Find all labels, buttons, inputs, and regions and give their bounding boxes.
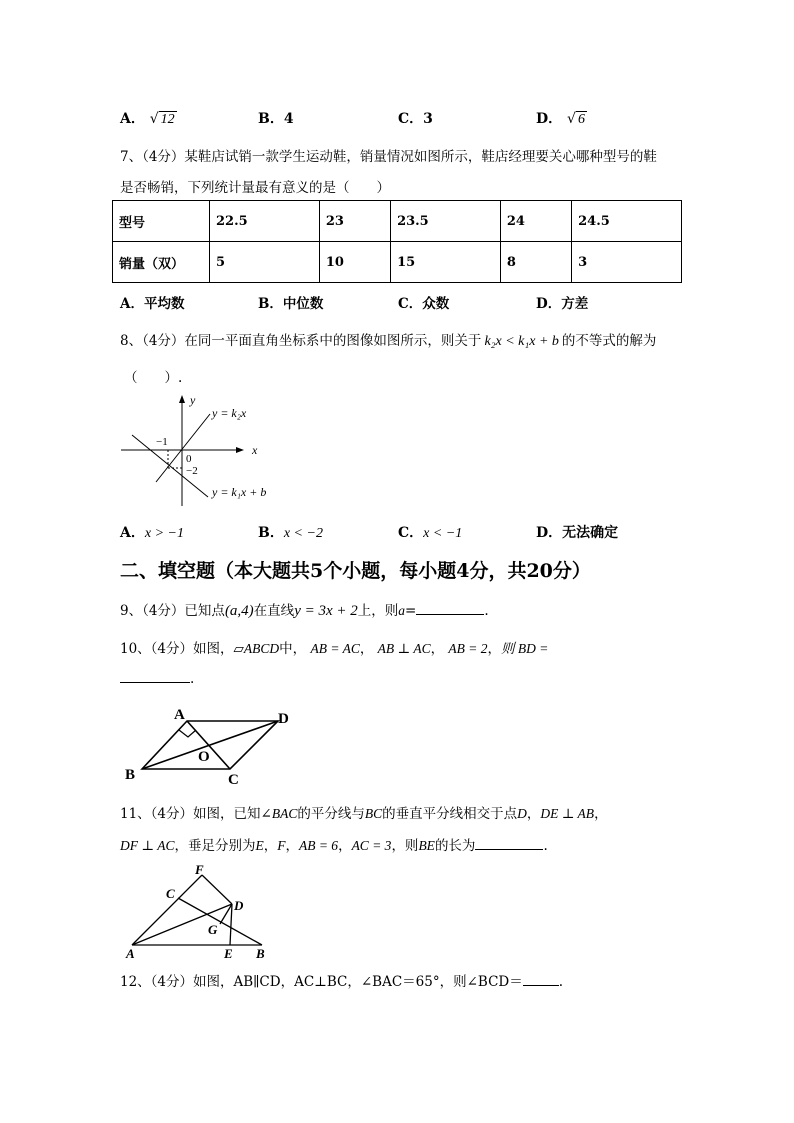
q10-cond3: AB = 2 bbox=[448, 641, 488, 656]
option-value: 3 bbox=[423, 111, 433, 127]
q10-shape: ▱ABCD bbox=[233, 641, 280, 656]
table-cell: 15 bbox=[391, 242, 501, 283]
q8-option-b bbox=[258, 522, 323, 542]
q11-stem-line2: DF ⊥ AC，垂足分别为E，F，AB = 6，AC = 3，则BE的长为 . bbox=[120, 834, 548, 854]
q7-option-b: B．中位数 bbox=[258, 296, 324, 312]
q8-prefix: 8、（4分）在同一平面直角坐标系中的图像如图所示，则关于 bbox=[120, 333, 482, 349]
answer-blank[interactable] bbox=[523, 971, 559, 986]
option-letter: A． bbox=[120, 111, 145, 127]
q11-angle: ∠BAC bbox=[260, 806, 298, 821]
q9-prefix: 9、（4分）已知点 bbox=[120, 603, 225, 619]
q6-option-a: A． √ 12 bbox=[120, 111, 175, 127]
option-letter: D． bbox=[536, 111, 563, 127]
option-value: 4 bbox=[283, 111, 294, 127]
table-cell: 22.5 bbox=[210, 201, 320, 242]
q9-mid: 在直线 bbox=[253, 603, 295, 619]
q11-e: E bbox=[255, 838, 264, 853]
point-c-label: C bbox=[166, 886, 175, 901]
q9-var: a bbox=[398, 603, 405, 618]
y-axis-arrow-icon bbox=[179, 395, 185, 403]
table-cell: 24 bbox=[500, 201, 571, 242]
x-axis-arrow-icon bbox=[236, 447, 244, 453]
q8-inequality: k₂x < k₁x + b bbox=[484, 334, 559, 349]
point-e-label: E bbox=[224, 946, 233, 961]
table-cell: 8 bbox=[500, 242, 571, 283]
tick-label-x: −1 bbox=[156, 436, 168, 448]
option-expr: x < −2 bbox=[283, 526, 323, 541]
table-cell: 23 bbox=[319, 201, 390, 242]
q9-line: y = 3x + 2 bbox=[294, 603, 358, 619]
sales-table bbox=[112, 200, 682, 283]
option-letter: C． bbox=[398, 111, 424, 127]
vertex-d-label: D bbox=[278, 711, 289, 727]
tick-label-y: −2 bbox=[186, 465, 198, 477]
q11-figure bbox=[120, 862, 280, 962]
table-cell: 3 bbox=[572, 242, 682, 283]
q10-ask: 则 BD = bbox=[500, 641, 549, 656]
q6-option-c bbox=[398, 108, 433, 128]
q10-prefix: 10、（4分）如图， bbox=[120, 641, 234, 657]
option-letter: B． bbox=[258, 525, 284, 541]
table-cell: 23.5 bbox=[391, 201, 501, 242]
point-f-label: F bbox=[195, 862, 204, 877]
segment-de bbox=[230, 904, 232, 945]
q9-stem: 9、（4分）已知点(a,4)在直线y = 3x + 2上，则a= . bbox=[120, 599, 489, 620]
q9-point: (a,4) bbox=[224, 603, 254, 619]
q8-graph bbox=[118, 392, 288, 507]
table-row bbox=[113, 201, 682, 242]
table-header-label: 型号 bbox=[113, 201, 210, 242]
q12-stem bbox=[120, 970, 563, 990]
q8-option-a bbox=[120, 522, 184, 542]
q11-cond2: DF ⊥ AC bbox=[120, 838, 175, 853]
q11-text: 11、（4分）如图，已知 bbox=[120, 806, 261, 822]
q10-stem: 10、（4分）如图，▱ABCD中， AB = AC， AB ⊥ AC， AB = 2，则 BD = bbox=[120, 641, 549, 657]
point-b-label: B bbox=[256, 946, 265, 961]
q11-f: F bbox=[277, 838, 286, 853]
right-angle-mark bbox=[179, 730, 196, 737]
diagonal-bd bbox=[142, 721, 278, 769]
point-d-label: D bbox=[234, 898, 244, 913]
option-expr: x > −1 bbox=[144, 526, 184, 541]
origin-label: 0 bbox=[186, 453, 192, 465]
q8-option-c bbox=[398, 522, 462, 542]
q11-ab: AB = 6 bbox=[298, 838, 339, 853]
line-k1x-b-label: y = k₁x + b bbox=[212, 485, 267, 499]
q8-stem-line1 bbox=[120, 329, 656, 350]
radicand: 6 bbox=[577, 112, 585, 127]
section-heading: 二、填空题（本大题共5个小题，每小题4分，共20分） bbox=[120, 560, 591, 582]
q10-cond1: AB = AC bbox=[310, 641, 360, 656]
q8-option-d bbox=[536, 522, 618, 542]
line-k2x-label: y = k₂x bbox=[212, 406, 247, 420]
q11-text: ，则 bbox=[391, 838, 419, 854]
q11-text: 的平分线与 bbox=[297, 806, 365, 822]
q7-option-a: A．平均数 bbox=[120, 296, 185, 312]
radicand: 12 bbox=[160, 112, 175, 127]
option-letter: A． bbox=[120, 525, 145, 541]
q11-cond1: DE ⊥ AB bbox=[540, 806, 595, 821]
q11-be: BE bbox=[418, 838, 435, 853]
table-cell: 10 bbox=[319, 242, 390, 283]
q10-cond2: AB ⊥ AC bbox=[377, 641, 431, 656]
line-k2x bbox=[156, 414, 210, 482]
vertex-a-label: A bbox=[174, 707, 185, 723]
option-letter: B． bbox=[258, 111, 284, 127]
table-row bbox=[113, 242, 682, 283]
q7-option-c: C．众数 bbox=[398, 296, 450, 312]
q8-stem-line2: （ ）. bbox=[124, 370, 183, 386]
q9-eq: = bbox=[405, 603, 417, 619]
q10-answer-line: . bbox=[120, 668, 194, 687]
q11-stem-line1: 11、（4分）如图，已知∠BAC的平分线与BC的垂直平分线相交于点D，DE ⊥ AB， bbox=[120, 806, 608, 822]
q7-stem-line2: 是否畅销，下列统计量最有意义的是（ ） bbox=[120, 180, 390, 196]
q11-text: 的长为 bbox=[434, 838, 476, 854]
table-cell: 24.5 bbox=[572, 201, 682, 242]
q10-mid: 中， bbox=[279, 641, 307, 657]
table-row-label: 销量（双） bbox=[113, 242, 210, 283]
q11-text: ，垂足分别为 bbox=[174, 838, 256, 854]
q8-suffix: 的不等式的解为 bbox=[561, 333, 657, 349]
vertex-c-label: C bbox=[228, 772, 239, 785]
option-text: 无法确定 bbox=[562, 525, 619, 541]
answer-blank[interactable] bbox=[120, 668, 190, 683]
q11-ac: AC = 3 bbox=[351, 838, 392, 853]
q11-text: 的垂直平分线相交于点 bbox=[382, 806, 518, 822]
answer-blank[interactable] bbox=[475, 835, 543, 850]
q6-option-b bbox=[258, 108, 294, 128]
q6-option-d: D． √ 6 bbox=[536, 111, 585, 127]
answer-blank[interactable] bbox=[416, 600, 484, 615]
y-axis-label: y bbox=[190, 393, 196, 407]
q11-point: D bbox=[517, 806, 527, 821]
q12-end: . bbox=[558, 974, 564, 990]
q10-figure bbox=[120, 703, 300, 785]
point-a-label: A bbox=[126, 946, 135, 961]
q11-seg: BC bbox=[364, 806, 383, 821]
center-o-label: O bbox=[198, 749, 210, 765]
segment-fd bbox=[202, 875, 232, 904]
q7-option-d: D．方差 bbox=[536, 296, 589, 312]
q7-stem-line1: 7、（4分）某鞋店试销一款学生运动鞋，销量情况如图所示，鞋店经理要关心哪种型号的鞋 bbox=[120, 149, 657, 165]
option-expr: x < −1 bbox=[423, 526, 463, 541]
table-cell: 5 bbox=[210, 242, 320, 283]
q9-after: 上，则 bbox=[357, 603, 399, 619]
vertex-b-label: B bbox=[125, 767, 136, 783]
point-g-label: G bbox=[208, 922, 218, 937]
q12-text: 12、（4分）如图，AB∥CD，AC⊥BC，∠BAC＝65°，则∠BCD＝ bbox=[120, 974, 523, 990]
x-axis-label: x bbox=[252, 443, 258, 457]
option-letter: D． bbox=[536, 525, 563, 541]
option-letter: C． bbox=[398, 525, 424, 541]
